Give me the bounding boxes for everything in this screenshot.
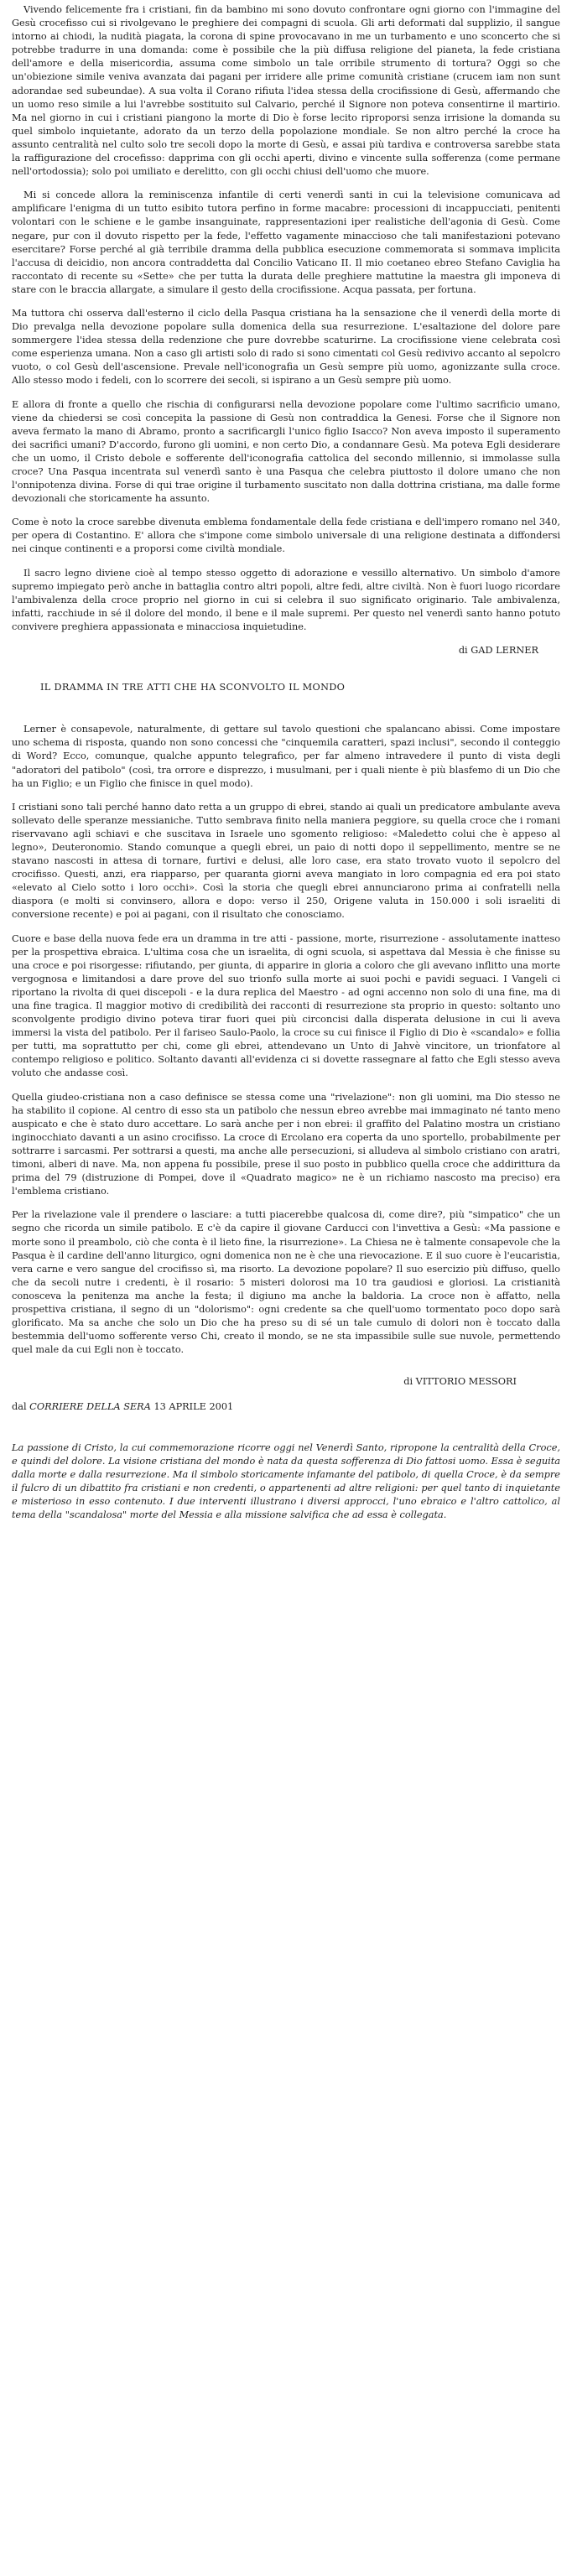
summary-paragraph: La passione di Cristo, la cui commemorazione ricorre oggi nel Venerdì Santo, ripropone la centralità della Croce, e quindi del dolore. La visione cristiana del mondo è nata da questa sofferenza di Dio fattosi uomo. Essa è seguita dalla morte e dalla resurrezione. Ma il simbolo storicamente infamante del patibolo, di quella Croce, è da sempre il fulcro di un dibattito fra cristiani e non credenti, o appartenenti ad altre religioni: per quel tanto di inquietante e misterioso in esso contenuto. I due interventi illustrano i diversi approcci, l'uno ebraico e l'altro cattolico, al tema della "scandalosa" morte del Messia e alla missione salvifica che ad essa è collegata.	[12, 1441, 560, 1520]
source-newspaper: CORRIERE DELLA SERA	[29, 1401, 151, 1413]
messori-article-title: IL DRAMMA IN TRE ATTI CHE HA SCONVOLTO IL MONDO	[40, 682, 346, 693]
messori-paragraph-4: Quella giudeo-cristiana non a caso definisce se stessa come una "rivelazione": non gli uomini, ma Dio stesso ne ha stabilito il copione. Al centro di esso sta un patibolo che nessun ebreo avrebbe mai immaginato né tanto meno auspicato e che è stato duro accettare. Lo sarà anche per i non ebrei: il graffito del Palatino mostra un cristiano inginocchiato davanti a un asino crocifisso. La croce di Ercolano era coperta da uno sportello, probabilmente per sottrarre i sarcasmi. Per sottrarsi a questi, ma anche alle persecuzioni, si alludeva al simbolo cristiano con aratri, timoni, alberi di nave. Ma, non appena fu possibile, prese il suo posto in pubblico quella croce che addirittura da prima del 79 (distruzione di Pompei, dove il «Quadrato magico» ne è un richiamo nascosto ma preciso) era l'emblema cristiano.	[12, 1091, 560, 1197]
lerner-paragraph-1: Vivendo felicemente fra i cristiani, fin da bambino mi sono dovuto confrontare ogni giorno con l'immagine del Gesù crocefisso cui si rivolgevano le preghiere dei compagni di scuola. Gli arti deformati dal supplizio, il sangue intorno ai chiodi, la nudità piagata, la corona di spine provocavano in me un turbamento e uno sconcerto che si potrebbe tradurre in una domanda: come è possibile che la più diffusa religione del pianeta, la fede cristiana dell'amore e della misericordia, assuma come simbolo un tale orribile strumento di tortura? Oggi so che un'obiezione simile veniva avanzata dai pagani per irridere alle prime comunità cristiane (crucem iam non sunt adorandae sed subeundae). A sua volta il Corano rifiuta l'idea stessa della crocifissione di Gesù, affermando che un uomo reso simile a lui l'avrebbe sostituito sul Calvario, perché il Signore non poteva consentirne il martirio. Ma nel giorno in cui i cristiani piangono la morte di Dio è forse lecito riproporsi senza irrisione la domanda su quel simbolo inquietante, adorato da un terzo della popolazione mondiale. Se non altro perché la croce ha assunto centralità nel culto solo tre secoli dopo la morte di Gesù, e assai più tardiva e controversa sarebbe stata la raffigurazione del crocefisso: dapprima con gli occhi aperti, divino e vincente sulla sofferenza (come permane nell'ortodossia); solo poi umiliato e derelitto, con gli occhi chiusi dell'uomo che muore.	[12, 4, 560, 178]
lerner-paragraph-3: Ma tuttora chi osserva dall'esterno il ciclo della Pasqua cristiana ha la sensazione che il venerdì della morte di Dio prevalga nella devozione popolare sulla domenica della sua resurrezione. L'esaltazione del dolore pare sommergere l'idea stessa della redenzione che pure dovrebbe scaturirne. La crocifissione viene celebrata così come esperienza umana. Non a caso gli artisti solo di rado si sono cimentati col Gesù redivivo accanto al sepolcro vuoto, o col Gesù dell'ascensione. Prevale nell'iconografia un Gesù sempre più uomo, agonizzante sulla croce. Allo stesso modo i fedeli, con lo scorrere dei secoli, si ispirano a un Gesù sempre più uomo.	[12, 307, 560, 387]
lerner-paragraph-4: E allora di fronte a quello che rischia di configurarsi nella devozione popolare come l'ultimo sacrificio umano, viene da chiedersi se così concepita la passione di Gesù non contraddica la Genesi. Forse che il Signore non aveva fermato la mano di Abramo, pronto a sacrificargli l'unico figlio Isacco? Non aveva imposto il superamento dei sacrifici umani? D'accordo, furono gli uomini, e non certo Dio, a condannare Gesù. Ma poteva Egli desiderare che un uomo, il Cristo debole e sofferente dell'iconografia cattolica del secondo millennio, si immolasse sulla croce? Una Pasqua incentrata sul venerdì santo è una Pasqua che celebra piuttosto il dolore umano che non l'onnipotenza divina. Forse di qui trae origine il turbamento suscitato non dalla dottrina cristiana, ma dalle forme devozionali che storicamente ha assunto.	[12, 398, 560, 505]
article-messori	[12, 723, 560, 1389]
source-prefix: dal	[12, 1401, 30, 1413]
lerner-signature: di GAD LERNER	[458, 645, 538, 657]
article-lerner	[12, 3, 560, 657]
messori-paragraph-2: I cristiani sono tali perché hanno dato retta a un gruppo di ebrei, stando ai quali un predicatore ambulante aveva sollevato delle speranze messianiche. Tutto sembrava finito nella maniera peggiore, su quella croce che i romani riservavano agli schiavi e che suscitava in Israele uno sgomento religioso: «Maledetto colui che è appeso al legno», Deuteronomio. Stando comunque a quegli ebrei, un paio di notti dopo il seppellimento, mentre se ne stavano nascosti in attesa di tornare, furtivi e delusi, alle loro case, era stato trovato vuoto il sepolcro del crocifisso. Questi, anzi, era riapparso, per quaranta giorni aveva mangiato in loro compagnia ed era poi stato «elevato al Cielo sotto i loro occhi». Così la storia che quegli ebrei annunciarono prima ai confratelli nella diaspora (e molti si convinsero, allora e dopo: verso il 250, Origene valuta in 150.000 i soli israeliti di conversione recente) e poi ai pagani, con il risultato che conosciamo.	[12, 801, 560, 921]
messori-paragraph-1: Lerner è consapevole, naturalmente, di gettare sul tavolo questioni che spalancano abissi. Come impostare uno schema di risposta, quando non sono concessi che "cinquemila caratteri, spazi inclusi", secondo il conteggio di Word? Ecco, comunque, qualche appunto telegrafico, per far almeno intravedere il punto di vista degli "adoratori del patibolo" (così, tra orrore e disprezzo, i musulmani, per i quali niente è più blasfemo di un Dio che ha un Figlio; e un Figlio che finisce in quel modo).	[12, 724, 560, 789]
source-line	[12, 1400, 560, 1414]
messori-signature: di VITTORIO MESSORI	[403, 1376, 517, 1388]
messori-paragraph-5: Per la rivelazione vale il prendere o lasciare: a tutti piacerebbe qualcosa di, come dire?, più "simpatico" che un segno che ricorda un simile patibolo. E c'è da capire il giovane Carducci con l'invettiva a Gesù: «Ma passione e morte sono il preambolo, ciò che conta è il lieto fine, la risurrezione». La Chiesa ne è talmente consapevole che la Pasqua è il cardine dell'anno liturgico, ogni domenica non ne è che una rievocazione. E il suo cuore è l'eucaristia, vera carne e vero sangue del crocifisso sì, ma risorto. La devozione popolare? Il suo esercizio più diffuso, quello che da secoli nutre i credenti, è il rosario: 5 misteri dolorosi ma 10 tra gaudiosi e gloriosi. La cristianità conosceva la penitenza ma anche la festa; il digiuno ma anche la baldoria. La croce non è affatto, nella prospettiva cristiana, il segno di un "dolorismo": ogni credente sa che quell'uomo tormentato poco dopo sarà glorificato. Ma sa anche che solo un Dio che ha preso su di sé un tale cumulo di dolori non è toccato dalla bestemmia dell'uomo sofferente verso Chi, creato il mondo, se ne sta impassibile sulle sue nuvole, permettendo quel male da cui Egli non è toccato.	[12, 1209, 560, 1356]
lerner-paragraph-6: Il sacro legno diviene cioè al tempo stesso oggetto di adorazione e vessillo alternativo. Un simbolo d'amore supremo impiegato però anche in battaglia contro altri popoli, altre fedi, altre civiltà. Non è fuori luogo ricordare l'ambivalenza della croce proprio nel giorno in cui si celebra il suo significato originario. Tale ambivalenza, infatti, racchiude in sé il dolore del mondo, il bene e il male supremi. Per questo nel venerdì santo hanno potuto convivere preghiera appassionata e minacciosa inquietudine.	[12, 567, 560, 632]
source-date: 13 APRILE 2001	[150, 1401, 234, 1413]
lerner-paragraph-2: Mi si concede allora la reminiscenza infantile di certi venerdì santi in cui la televisione comunicava ad amplificare l'enigma di un tutto esibito tutora perfino in forme macabre: processioni di incappucciati, penitenti volontari con le schiene e le gambe insanguinate, rappresentazioni iper realistiche dell'agonia di Gesù. Come negare, pur con il dovuto rispetto per la fede, l'effetto vagamente minaccioso che tali manifestazioni potevano esercitare? Forse perché al già terribile dramma della pubblica esecuzione commemorata si sommava implicita l'accusa di deicidio, non ancora contraddetta dal Concilio Vaticano II. Il mio coetaneo ebreo Stefano Caviglia ha raccontato di recente su «Sette» che per tutta la durata delle preghiere mattutine la maestra gli imponeva di stare con le braccia allargate, a simulare il gesto della crocifissione. Acqua passata, per fortuna.	[12, 190, 560, 295]
messori-paragraph-3: Cuore e base della nuova fede era un dramma in tre atti - passione, morte, risurrezione - assolutamente inatteso per la prospettiva ebraica. L'ultima cosa che un israelita, di ogni scuola, si aspettava dal Messia è che finisse su una croce e poi risorgesse: rifiutando, per giunta, di apparire in gloria a coloro che gli avevano inflitto una morte vergognosa e limitandosi a dare prove del suo trionfo sulla morte ai suoi pochi e pavidi seguaci. I Vangeli ci riportano la rivolta di quei discepoli - e la dura replica del Maestro - ad ogni accenno non solo di una fine, ma di una fine tragica. Il maggior motivo di credibilità dei racconti di resurrezione sta proprio in questo: soltanto uno sconvolgente prodigio divino poteva tirar fuori quei più circoncisi dalla disperata delusione in cui li aveva immersi la vista del patibolo. Per il fariseo Saulo-Paolo, la croce su cui finisce il Figlio di Dio è «scandalo» e follia per tutti, ma soprattutto per chi, come gli ebrei, attendevano un Unto di Jahvè vincitore, un trionfatore al contempo religioso e politico. Soltanto davanti all'evidenza ci si dovette rassegnare al fatto che Egli stesso aveva voluto che andasse così.	[12, 932, 560, 1079]
lerner-paragraph-5: Come è noto la croce sarebbe divenuta emblema fondamentale della fede cristiana e dell'impero romano nel 340, per opera di Costantino. E' allora che s'impone come simbolo universale di una religione destinata a diffondersi nei cinque continenti e a proporsi come civiltà mondiale.	[12, 517, 560, 555]
